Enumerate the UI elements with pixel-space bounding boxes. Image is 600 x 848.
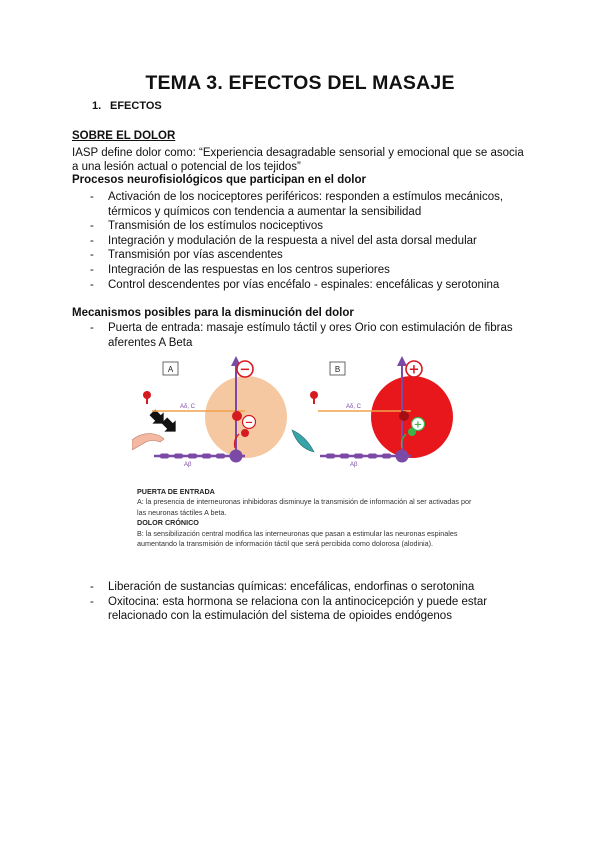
list-item: - Transmisión por vías ascendentes	[90, 248, 520, 263]
section-heading	[92, 100, 162, 112]
procesos-list	[90, 190, 520, 292]
caption-text-1: A: la presencia de interneuronas inhibidoras disminuye la transmisión de información al ser activadas por las neuronas táctiles A beta.	[137, 497, 472, 517]
panel-a	[132, 356, 287, 468]
fiber-c-label-b: Aδ, C	[346, 404, 362, 410]
plus-sign-large-label: +	[408, 362, 420, 378]
spinal-cord-circle-b	[371, 376, 453, 458]
pin-icon-b	[310, 391, 318, 404]
fiber-c-label-a: Aδ, C	[180, 404, 196, 410]
pin-icon	[143, 391, 151, 404]
list-item: - Puerta de entrada: masaje estímulo táctil y ores Orio con estimulación de fibras aferentes A Beta	[90, 321, 520, 350]
fiber-b-label-a: Aβ	[184, 462, 192, 468]
section-label: EFECTOS	[110, 100, 162, 112]
dolor-heading: SOBRE EL DOLOR	[72, 130, 176, 142]
minus-sign-small-label: −	[244, 417, 254, 429]
projection-neuron-a	[230, 450, 243, 463]
fiber-b-label-b: Aβ	[350, 462, 358, 468]
list-item: - Integración de las respuestas en los centros superiores	[90, 263, 520, 278]
interneuron-a	[241, 429, 249, 437]
page-title: TEMA 3. EFECTOS DEL MASAJE	[145, 72, 455, 94]
panel-a-label: A	[167, 365, 174, 374]
minus-sign-large-label: −	[239, 362, 251, 378]
list-item: - Oxitocina: esta hormona se relaciona con la antinocicepción y puede estar relacionado con la estimulación del sistema de opioides endógenos	[90, 595, 520, 624]
caption-heading-2: DOLOR CRÓNICO	[137, 518, 199, 528]
feather-icon	[292, 430, 314, 452]
c-fiber-terminal-b	[399, 411, 409, 421]
mecanismos-heading: Mecanismos posibles para la disminución del dolor	[72, 307, 354, 319]
caption-heading-1: PUERTA DE ENTRADA	[137, 487, 215, 496]
c-fiber-terminal-a	[232, 411, 242, 421]
projection-neuron-b	[396, 450, 409, 463]
plus-sign-small-label: +	[413, 419, 423, 431]
list-item: - Liberación de sustancias químicas: encefálicas, endorfinas o serotonina	[90, 580, 520, 595]
mecanismos-list-top	[90, 321, 520, 350]
panel-b-label: B	[334, 365, 341, 374]
list-item: - Activación de los nociceptores periféricos: responden a estímulos mecánicos, térmicos y químicos con tendencia a aumentar la sensibilidad	[90, 190, 520, 219]
mecanismos-list-bottom	[90, 580, 520, 624]
list-item: - Integración y modulación de la respuesta a nivel del asta dorsal medular	[90, 234, 520, 249]
section-number: 1.	[92, 100, 102, 112]
procesos-heading: Procesos neurofisiológicos que participan en el dolor	[72, 174, 366, 186]
caption-text-2: B: la sensibilización central modifica las interneuronas que pasan a estimular las neuronas espinales aumentando la transmisión de información táctil que será percibida como dolorosa (alodinia).	[137, 528, 458, 549]
list-item: - Control descendentes por vías encéfalo - espinales: encefálicas y serotonina	[90, 278, 520, 293]
hand-icon	[132, 434, 164, 450]
panel-b	[292, 356, 453, 468]
list-item: - Transmisión de los estímulos nociceptivos	[90, 219, 520, 234]
figure-caption	[137, 487, 477, 549]
dolor-definition: IASP define dolor como: “Experiencia desagradable sensorial y emocional que se asocia a una lesión actual o potencial de los tejidos”	[72, 147, 524, 173]
